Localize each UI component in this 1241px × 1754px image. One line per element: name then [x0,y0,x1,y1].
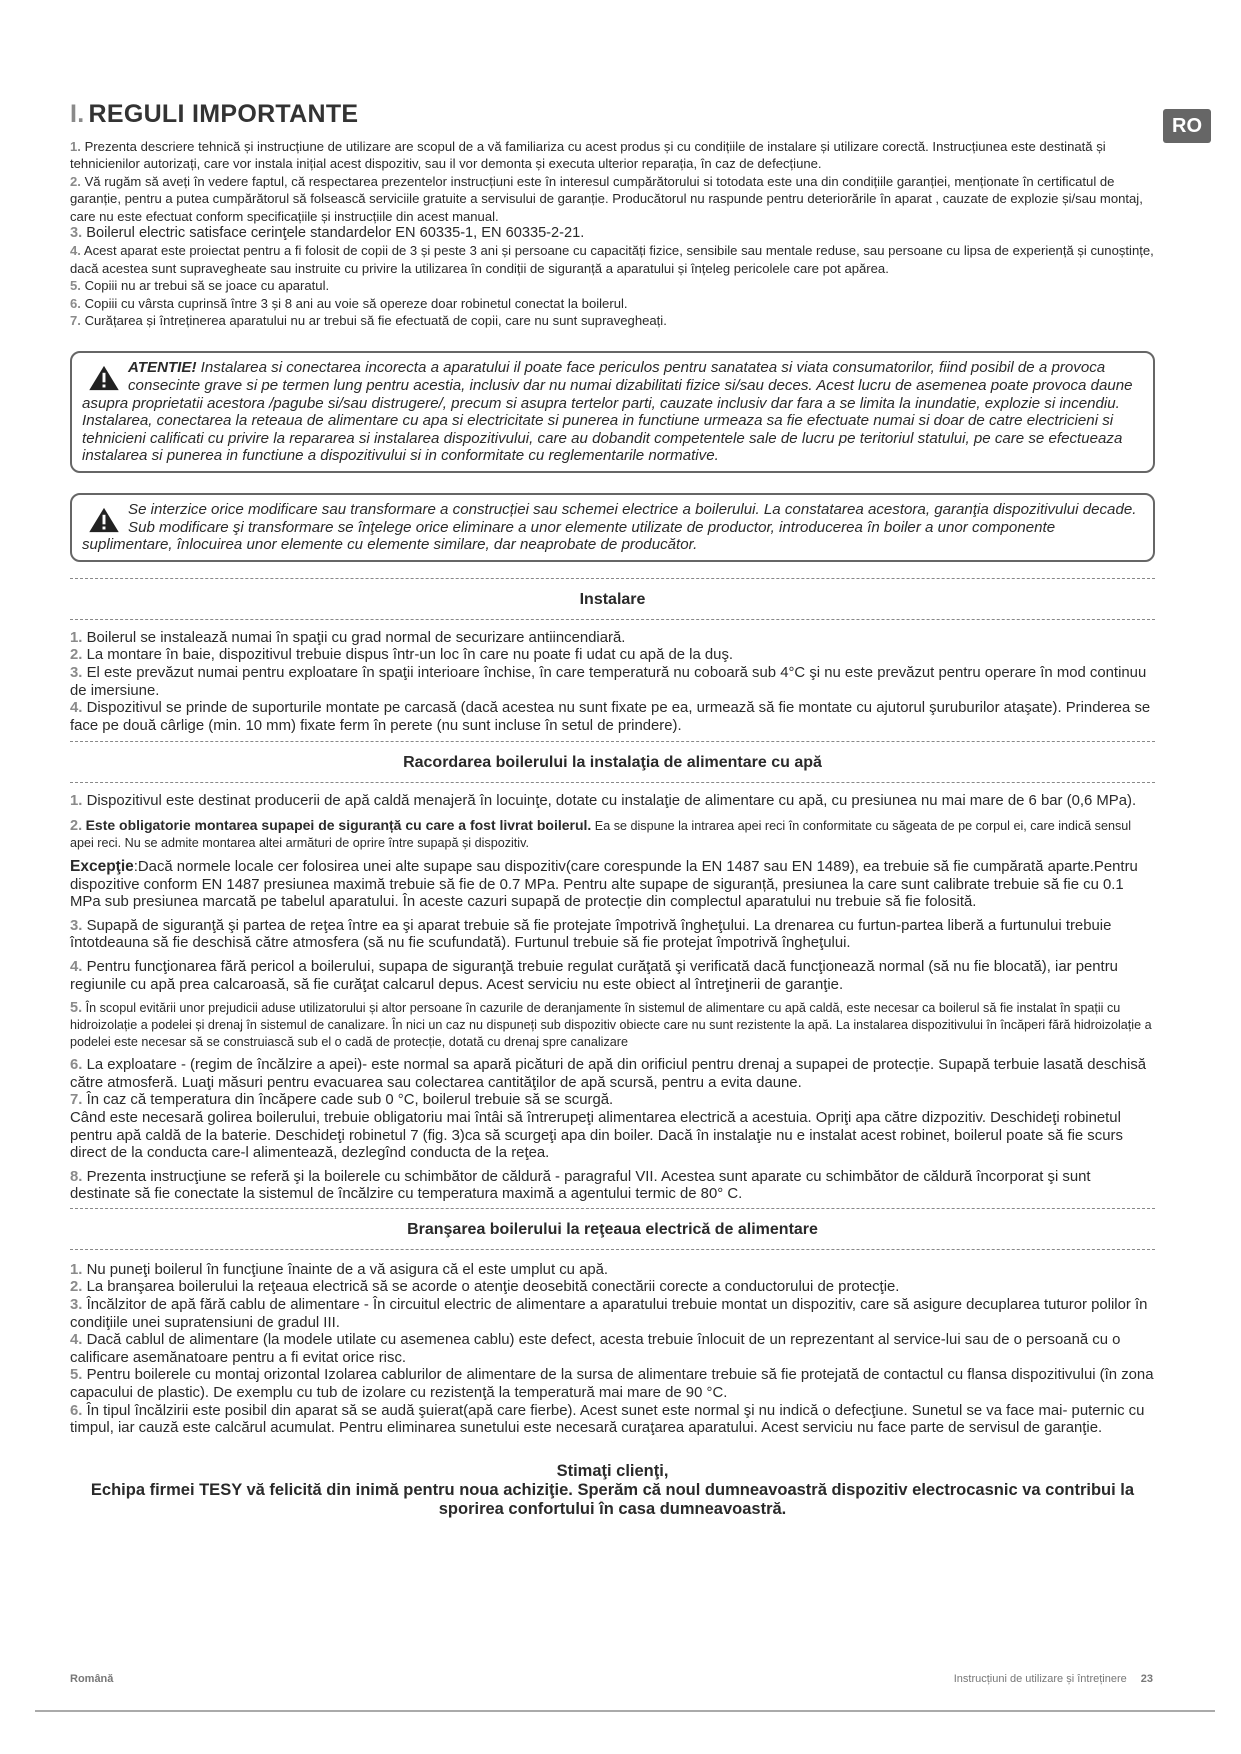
item-number: 3. [70,917,83,934]
instalare-list [70,630,1155,736]
paragraph [70,793,1155,811]
intro-list [70,138,1155,329]
footer-manual-title [954,1673,1153,1685]
warning-box-modification [70,493,1155,562]
item-text: În caz că temperatura din încăpere cade sub 0 °C, boilerul trebuie să se scurgă. [86,1092,614,1109]
item-number: 2. [70,647,83,664]
item-text: La branşarea boilerului la reţeaua electrică să se acorde o atenţie deosebită conectării corecte a conductorului de protecţie. [86,1279,900,1296]
item-number: 4. [70,700,83,717]
item-text: :Dacă normele locale cer folosirea unei alte supape sau dispozitiv(care corespunde la EN 1487 sau EN 1489), ea trebuie să fie cumpărată aparte.Pentru dispozitive conform EN 1487 presiunea maximă trebuie să fie de 0.7 MPa. Pentru alte supape de siguranță, presiunea la care sunt calibrate trebuie să fie cu 0.1 MPa sub presiunea marcată pe tabelul aparatului. În aceste cazuri supapă de protecție din complectul aparatului nu trebuie să fie folosită. [70,858,1138,911]
section-title-bransare: Branşarea boilerului la reţeaua electrică de alimentare [407,1220,818,1238]
item-number: 1. [70,629,83,646]
bottom-rule [35,1710,1215,1712]
paragraph [70,1092,1155,1110]
item-number: 2. [70,1279,83,1296]
list-item [70,1403,1155,1438]
exception-label: Excepţie [70,857,134,875]
item-number: 1. [70,1261,83,1278]
item-number: 3. [70,225,83,242]
item-number: 5. [70,1367,83,1384]
warning-text: Se interzice orice modificare sau transformare a construcției sau schemei electrice a boilerului. La constatarea acestora, garanţia dispozitivului decade. Sub modificare şi transformare se înţelege orice eliminare a unor elemente utilizate de productor, introducerea în boiler a unor componente suplimentare, înlocuirea unor elemente cu elemente similare, dar neaprobate de producător. [82,501,1137,554]
paragraph [70,817,1155,852]
page-number: 23 [1140,1673,1153,1685]
item-text: În tipul încălzirii este posibil din aparat să se audă şuierat(apă care fierbe). Acest sunet este normal şi nu indică o defecţiune. Sunetul se va face mai- puternic cu timpul, iar cauză este calcărul acumulat. Pentru eliminarea sunetului este necesară curaţarea aparatului. Acest serviciu nu face parte de servisul de garanţie. [70,1402,1145,1437]
item-text: Prezenta instrucţiune se referă şi la boilerele cu schimbător de căldură - paragraful VII. Acestea sunt aparate cu schimbător de căldură încorporat şi sunt destinate să fie conectate la sistemul de încălzire cu temperatura maximă a agentului termic de 80° C. [70,1168,1091,1203]
item-text: Pentru funcţionarea fără pericol a boilerului, supapa de siguranţă trebuie regulat curăţată şi verificată dacă funcţionează normal (să nu fie blocată), iar pentru regiunile cu apă prea calcaroasă, să fie curăţat calcarul depus. Acest serviciu nu este obiect al întreţinerii de garanţie. [70,958,1118,993]
warning-icon [86,507,122,533]
warning-box-attention [70,351,1155,473]
paragraph: Când este necesară golirea boilerului, trebuie obligatoriu mai întâi să întrerupeţi alimentarea electrică a acestuia. Opriţi apa către dizpozitiv. Deschideţi robinetul pentru apă caldă de la baterie. Deschideţi robinetul 7 (fig. 3)ca să scurgeţi apa din boiler. Dacă în instalaţie nu e instalat acest robinet, boilerul poate să fie scurs direct de la conducta care-l alimentează, dezlegînd conducta de la reţea. [70,1109,1123,1162]
item-text: La exploatare - (regim de încălzire a apei)- este normal sa apară picături de apă din orificiul pentru drenaj a supapei de protecție. Supapă terbuie lasată deschisă către atmosferă. Luaţi măsuri pentru evacuarea sau colectarea cantităţilor de apă scursă, pentru a evita daune. [70,1057,1147,1091]
item-number: 6. [70,1057,83,1074]
divider [70,619,1155,620]
bransare-list [70,1262,1155,1438]
item-text: Ea se dispune la intrarea apei reci în conformitate cu săgeata de pe corpul ei, care indică sensul apei reci. Nu se admite montarea altei armături de oprire între supapă și dispozitiv. [70,818,1132,850]
divider [70,1249,1155,1250]
item-text: Pentru boilerele cu montaj orizontal Izolarea cablurilor de alimentare de la sursa de alimentare trebuie să fie protejată de contactul cu flansa dispozitivului (în zona capacului de plastic). De exemplu cu tub de izolare cu rezistenţă la temperatură mai mare de 90 °C. [70,1367,1154,1402]
item-number: 3. [70,1297,83,1314]
paragraph [70,959,1155,994]
item-number: 2. [70,817,83,834]
list-item [70,647,1155,665]
warning-icon [86,365,122,391]
item-number: 1. [70,793,83,810]
item-text: La montare în baie, dispozitivul trebuie dispus într-un loc în care nu poate fi udat cu apă de la duş. [86,647,734,664]
racordare-content [70,793,1155,1204]
warning-text: Instalarea si conectarea incorecta a aparatului il poate face periculos pentru sanatatea si viata consumatorilor, fiind posibil de a provoca consecinte grave si pe termen lung pentru acestia, inclusiv dar nu numai dizabilitati fizice si/sau deces. Acest lucru de asemenea poate provoca daune asupra proprietatii acestora /pagube si/sau distrugere/, precum si asupra tertelor parti, cauzate inclusiv dar fara a se limita la inundatie, explozie si incendiu. Instalarea, conectarea la reteaua de alimentare cu apa si electricitate si punerea in functiune urmeaza sa fie efectuate numai si doar de catre electricieni si tehnicieni calificati cu privire la repararea si instalarea dispozitivului, care au dobandit competentele sale de lucru pe teritoriul statului, pe care se efectueaza instalarea si punerea in functiune a dispozitivului si in conformitate cu reglementarile normative. [82,359,1133,465]
warning-label: ATENTIE! [128,359,197,377]
item-text: În scopul evitării unor prejudicii aduse utilizatorului și altor persoane în cazurile de deranjamente în sistemul de alimentare cu apă caldă, este necesar ca boilerul să fie instalat în spații cu hidroizolație a podelei și drenaj în sistemul de canalizare. În nici un caz nu dispuneți sub dispozitiv obiecte care nu sunt rezistente la apă. La instalarea dispozitivului în încăperi fără hidroizolație a podelei este necesar să se construiască sub el o cadă de protecție, dotată cu drenaj spre canalizare [70,1001,1152,1050]
section-title-racordare: Racordarea boilerului la instalaţia de alimentare cu apă [403,754,822,772]
list-item [70,1297,1155,1332]
item-number: 4. [70,958,83,975]
closing-message [70,1462,1155,1519]
list-item [70,1332,1155,1367]
list-item [70,1279,1155,1297]
title-number: I. [70,100,85,128]
intro-item [70,173,1155,225]
item-number: 3. [70,665,83,681]
intro-item [70,138,1155,173]
item-number: 4. [70,1332,83,1349]
item-number: 5. [70,1000,83,1017]
section-title-instalare: Instalare [579,590,646,608]
intro-item [70,295,1155,312]
content [70,138,1155,1519]
list-item [70,700,1155,735]
intro-item [70,242,1155,277]
item-text: Curățarea și întreținerea aparatului nu ar trebui să fie efectuată de copii, care nu sunt supravegheați. [84,313,667,329]
paragraph [70,918,1155,953]
item-text: El este prevăzut numai pentru exploatare în spaţii interioare închise, în care temperatură nu coboară sub 4°C şi nu este prevăzut pentru operare în mod continuu de imersiune. [70,665,1147,699]
item-number: 2. [70,173,81,189]
item-text: Copiii cu vârsta cuprinsă între 3 și 8 ani au voie să opereze doar robinetul conectat la boilerul. [84,295,628,311]
item-number: 6. [70,295,81,311]
list-item [70,630,1155,648]
intro-item [70,225,1155,242]
item-text: Boilerul se instalează numai în spaţii cu grad normal de securizare antiincendiară. [86,629,626,646]
item-bold-text: Este obligatorie montarea supapei de siguranță cu care a fost livrat boilerul. [85,816,592,833]
item-text: Boilerul electric satisface cerinţele standardelor EN 60335-1, EN 60335-2-21. [86,225,585,242]
closing-greeting: Stimaţi clienţi, [556,1461,669,1480]
item-text: Dispozitivul este destinat producerii de apă caldă menajeră în locuinţe, dotate cu instalaţie de alimentare cu apă, cu presiunea nu mai mare de 6 bar (0,6 MPa). [86,793,1137,810]
item-text: Acest aparat este proiectat pentru a fi folosit de copii de 3 și peste 3 ani și persoane cu capacități fizice, sensibile sau mentale reduse, sau persoane cu lipsa de experiență și cunoștințe, dacă acestea sunt supravegheate sau instruite cu privire la utilizarea în condiții de siguranță a aparatului și înțeleg pericolele care pot apărea. [70,243,1154,276]
paragraph-exception [70,858,1155,912]
item-text: Încălzitor de apă fără cablu de alimentare - În circuitul electric de alimentare a aparatului trebuie montat un dispozitiv, care să asigure decuplarea tuturor polilor în condiţiile unei supratensiuni de gradul III. [70,1297,1148,1331]
item-number: 1. [70,139,81,154]
item-text: Nu puneţi boilerul în funcţiune înainte de a vă asigura că el este umplut cu apă. [86,1261,609,1278]
item-number: 7. [70,1092,83,1109]
item-number: 8. [70,1168,83,1185]
item-text: Dacă cablul de alimentare (la modele utilate cu asemenea cablu) este defect, acesta trebuie înlocuit de un reprezentant al service-lui sau de o persoană cu o calificare asemănatoare pentru a fi evitat orice risc. [70,1332,1121,1366]
item-number: 6. [70,1402,83,1419]
list-item [70,1262,1155,1280]
item-text: Dispozitivul se prinde de suporturile montate pe carcasă (dacă acestea nu sunt fixate pe ea, urmează să fie montate cu ajutorul şuruburilor ataşate). Prinderea se face pe două cârlige (min. 10 mm) fixate ferm în perete (nu sunt incluse în setul de prindere). [70,700,1151,734]
item-text: Copiii nu ar trebui să se joace cu aparatul. [84,278,330,294]
paragraph [70,1169,1155,1204]
list-item [70,665,1155,700]
item-number: 5. [70,278,81,294]
item-text: Vă rugăm să aveți în vedere faptul, că respectarea prezentelor instrucțiuni este în interesul cumpărătorului si totodata este una din condițiile garanției, menționate în certificatul de garanție, pentru a putea cumpărătorul să folsească serviciile gratuite a servisului de garanție. Producătorul nu raspunde pentru deteriorările în aparat , cauzate de explozie și/sau montaj, care nu este efectuat conform specificațiile și instrucțiile din acest manual. [70,173,1143,224]
item-text: Supapă de siguranţă şi partea de reţea între ea şi aparat trebuie să fie protejate împotrivă îngheţului. La drenarea cu furtun-partea liberă a furtunului trebuie întotdeauna să fie deschisă către atmosfera (să nu fie scufundată). Furtunul trebuie să fie protejat împotrivă îngheţului. [70,917,1112,952]
intro-item [70,312,1155,329]
item-number: 4. [70,243,81,259]
title-text: REGULI IMPORTANTE [88,100,359,128]
intro-item [70,277,1155,294]
item-text: Prezenta descriere tehnică și instrucțiune de utilizare are scopul de a vă familiariza cu acest produs și cu condițiile de instalare și utilizare corectă. Instrucțiunea este destinată și tehnicienilor autorizați, care vor instala inițial acest dispozitiv, sau il vor demonta și executa ulterior reparația, în caz de defecțiune. [70,139,1106,172]
list-item [70,1367,1155,1402]
language-badge: RO [1163,109,1211,143]
paragraph [70,1000,1155,1051]
divider [70,782,1155,783]
item-number: 7. [70,313,81,329]
paragraph [70,1057,1155,1092]
page-title [70,100,358,129]
footer-language: Română [70,1673,114,1685]
closing-text: Echipa firmei TESY vă felicită din inimă pentru noua achiziţie. Sperăm că noul dumneavoastră dispozitiv electrocasnic va contribui la sporirea confortului în casa dumneavoastră. [90,1480,1135,1518]
footer-title-text: Instrucțiuni de utilizare și întreținere [953,1673,1127,1685]
